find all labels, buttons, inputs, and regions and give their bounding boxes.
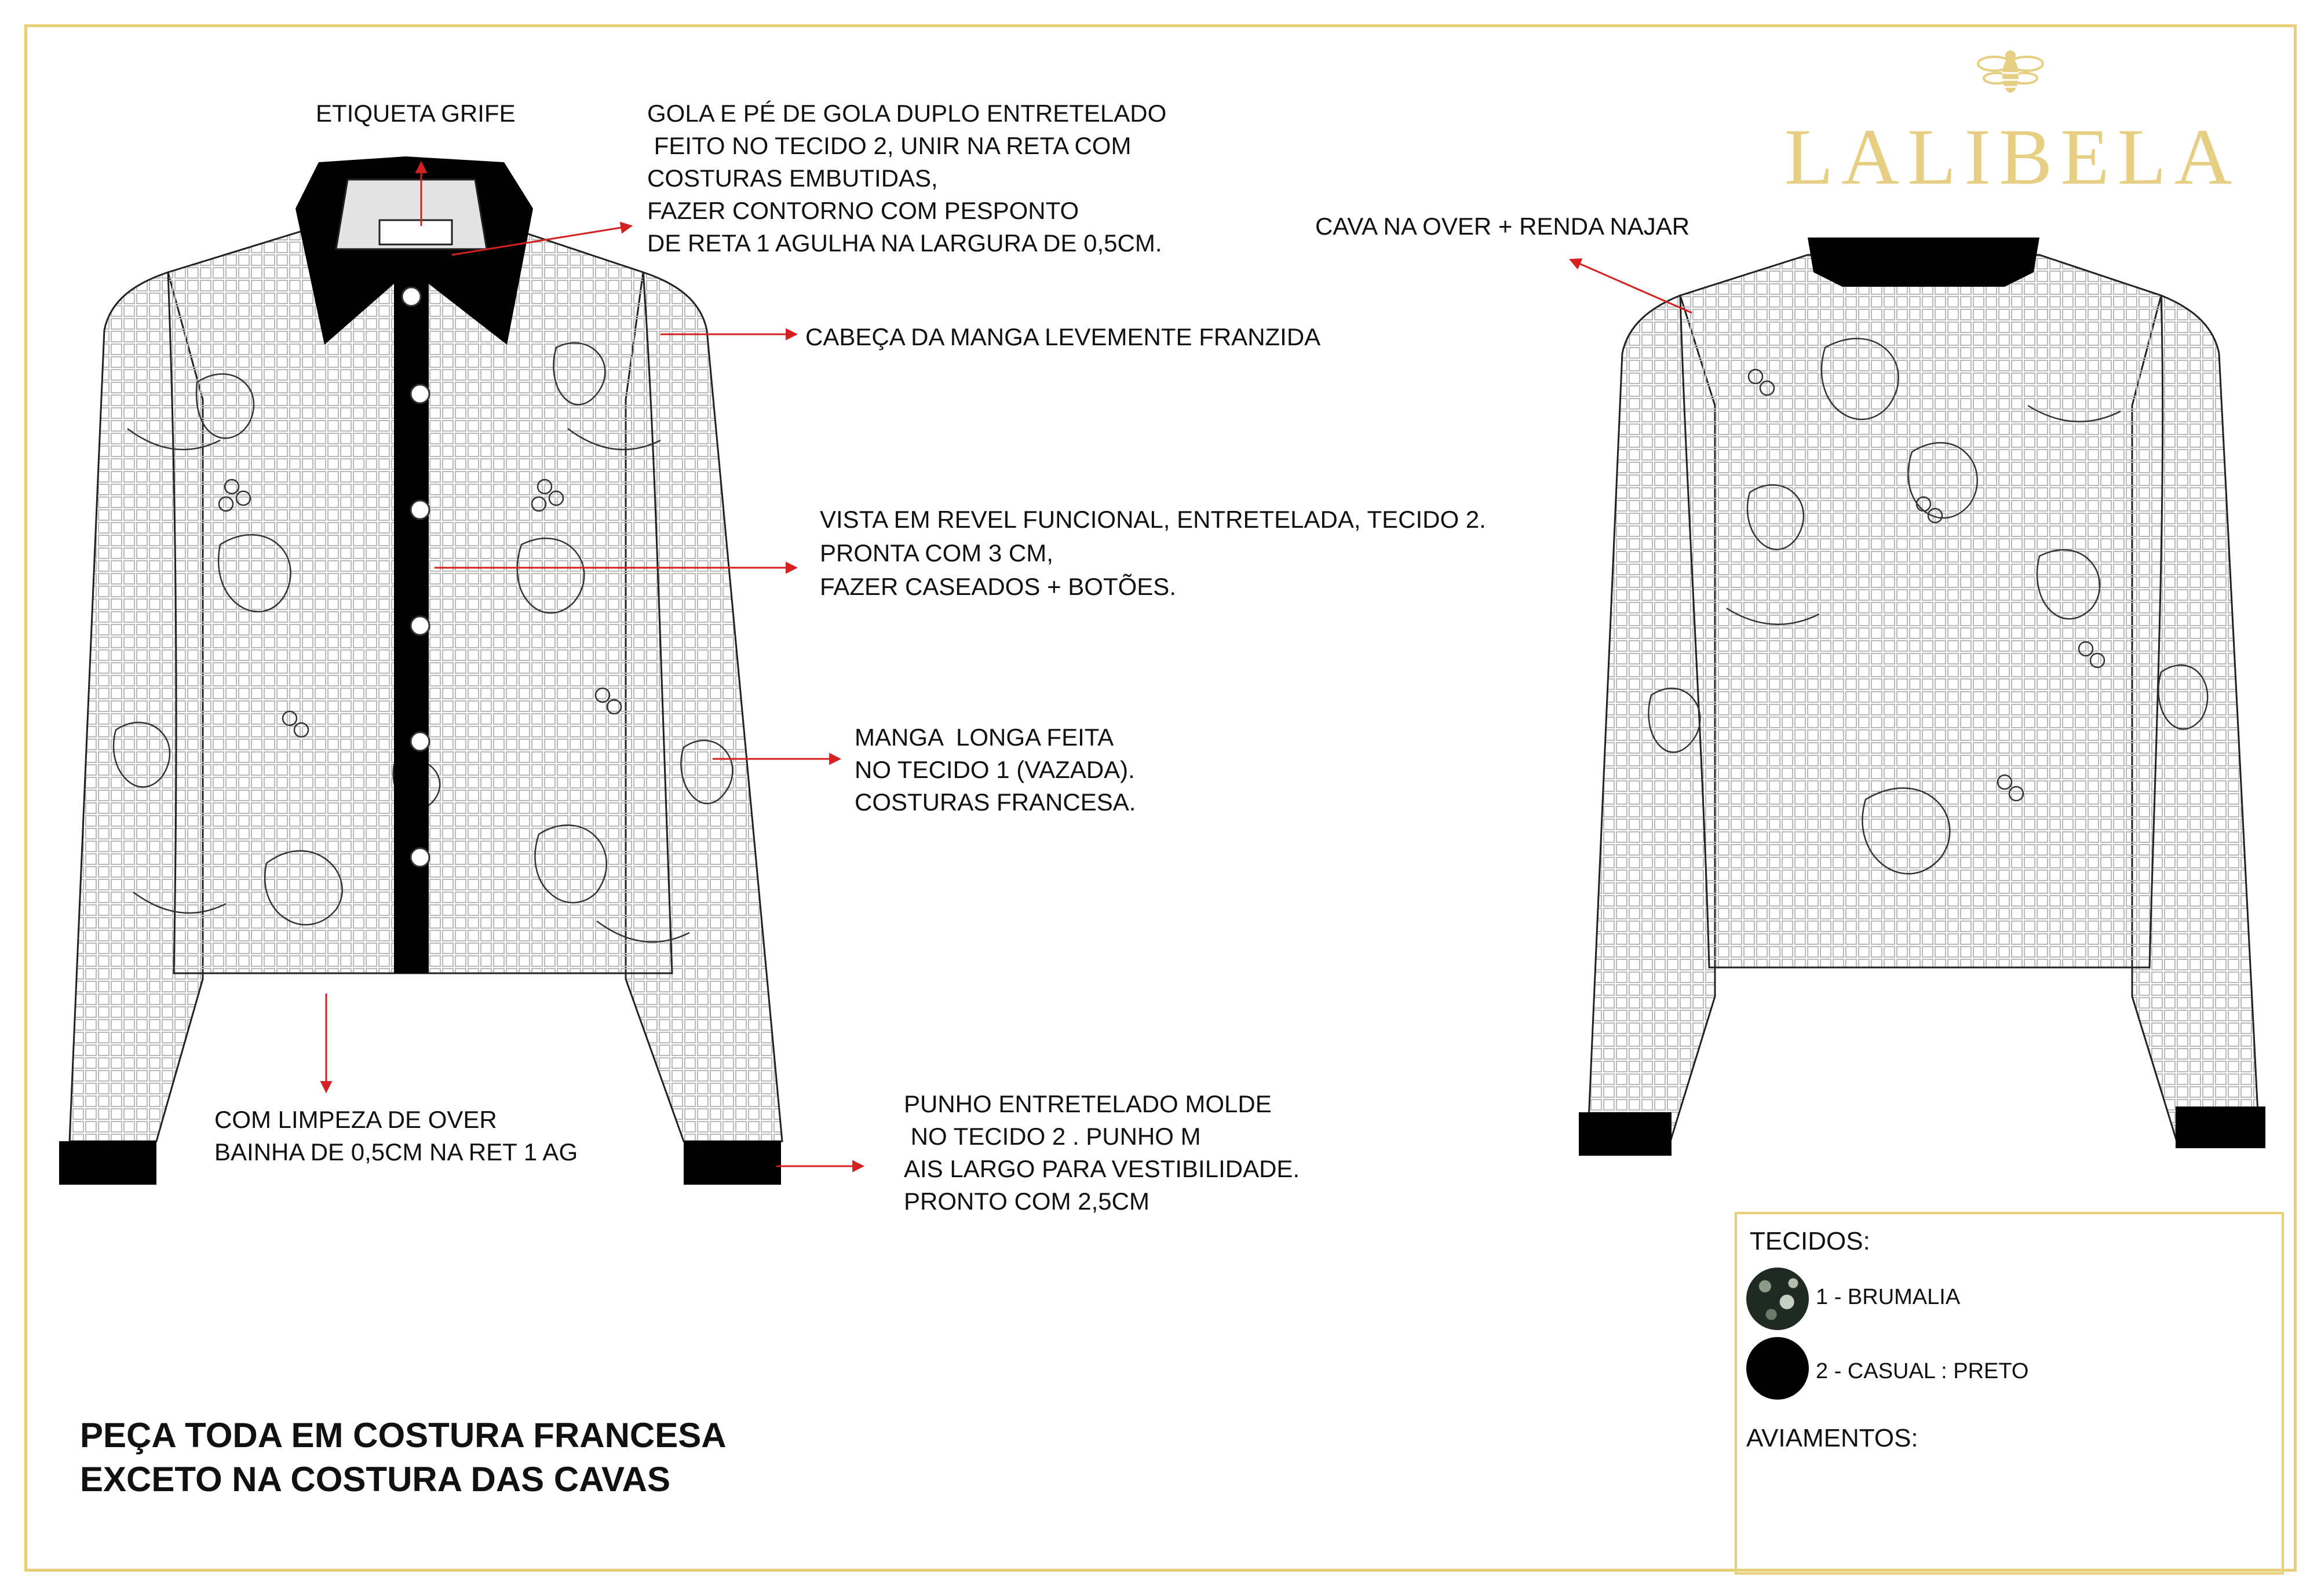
note-vista: VISTA EM REVEL FUNCIONAL, ENTRETELADA, TECIDO 2. PRONTA COM 3 CM, FAZER CASEADOS + BOTÕES. (820, 506, 1486, 600)
tecido-1-label: 1 - BRUMALIA (1816, 1285, 1961, 1309)
note-cabeca-manga: CABEÇA DA MANGA LEVEMENTE FRANZIDA (805, 323, 1321, 350)
note-punho: PUNHO ENTRETELADO MOLDE NO TECIDO 2 . PUNHO M AIS LARGO PARA VESTIBILIDADE. PRONTO COM 2,5CM (904, 1090, 1300, 1215)
brand-name: LALIBELA (1784, 112, 2240, 201)
arrow-gola (452, 226, 632, 255)
note-etiqueta: ETIQUETA GRIFE (316, 100, 516, 127)
aviamentos-title: AVIAMENTOS: (1746, 1424, 1918, 1452)
tecidos-title: TECIDOS: (1750, 1227, 1870, 1255)
note-limpeza: COM LIMPEZA DE OVER BAINHA DE 0,5CM NA RET 1 AG (214, 1106, 578, 1166)
legend-box (1735, 1212, 2284, 1575)
floral-print-swatch (1746, 1268, 1809, 1330)
note-cava: CAVA NA OVER + RENDA NAJAR (1315, 213, 1690, 240)
arrow-cava (1570, 260, 1692, 313)
note-gola: GOLA E PÉ DE GOLA DUPLO ENTRETELADO FEITO NO TECIDO 2, UNIR NA RETA COM COSTURAS EMBUTIDAS, FAZER CONTORNO COM PESPONTO DE RETA 1 AGULHA NA LARGURA DE 0,5CM. (647, 100, 1167, 257)
note-manga-longa: MANGA LONGA FEITA NO TECIDO 1 (VAZADA). COSTURAS FRANCESA. (855, 724, 1136, 816)
black-swatch (1746, 1337, 1809, 1400)
tecido-2-label: 2 - CASUAL : PRETO (1816, 1359, 2029, 1383)
footer-note: PEÇA TODA EM COSTURA FRANCESA EXCETO NA COSTURA DAS CAVAS (80, 1416, 727, 1499)
